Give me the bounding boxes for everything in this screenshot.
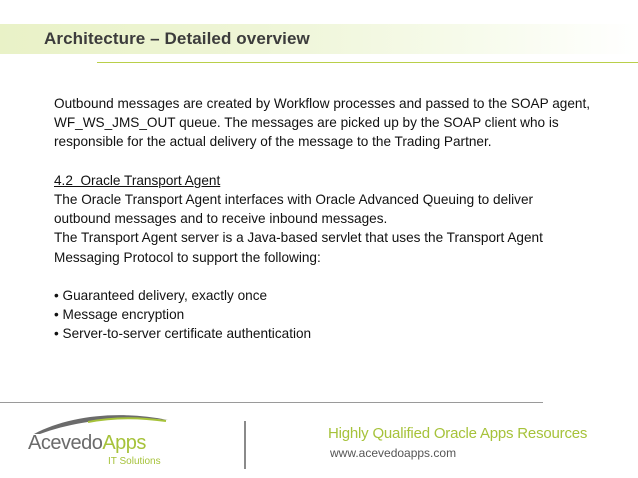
- bullet-item: • Message encryption: [54, 307, 185, 323]
- para2-line: The Transport Agent server is a Java-based servlet that uses the Transport Agent: [54, 230, 543, 246]
- slide-title: Architecture – Detailed overview: [44, 29, 310, 48]
- footer-website: www.acevedoapps.com: [330, 446, 457, 460]
- footer-tagline: Highly Qualified Oracle Apps Resources: [328, 425, 588, 442]
- logo-name-part2: Apps: [102, 432, 146, 454]
- company-logo: [28, 412, 188, 472]
- title-underline: [97, 62, 638, 63]
- footer-divider-line: [0, 402, 543, 403]
- para2-line: The Oracle Transport Agent interfaces with Oracle Advanced Queuing to deliver: [54, 192, 534, 207]
- footer-vertical-divider: [244, 421, 246, 469]
- logo-name-part1: Acevedo: [28, 432, 103, 454]
- bullet-item: • Server-to-server certificate authentication: [54, 326, 312, 342]
- para1-line: Outbound messages are created by Workflow processes and passed to the SOAP agent,: [54, 96, 591, 111]
- para2-line: Messaging Protocol to support the following:: [54, 249, 321, 265]
- para2-line: outbound messages and to receive inbound messages.: [54, 211, 388, 227]
- logo-name: [28, 432, 146, 455]
- para1-line: WF_WS_JMS_OUT queue. The messages are picked up by the SOAP client who is: [54, 115, 559, 131]
- para1-line: responsible for the actual delivery of the message to the Trading Partner.: [54, 134, 492, 150]
- logo-tagline: IT Solutions: [108, 456, 161, 467]
- section-heading: 4.2 Oracle Transport Agent: [54, 172, 221, 188]
- bullet-item: • Guaranteed delivery, exactly once: [54, 288, 268, 303]
- slide-body: [54, 94, 632, 344]
